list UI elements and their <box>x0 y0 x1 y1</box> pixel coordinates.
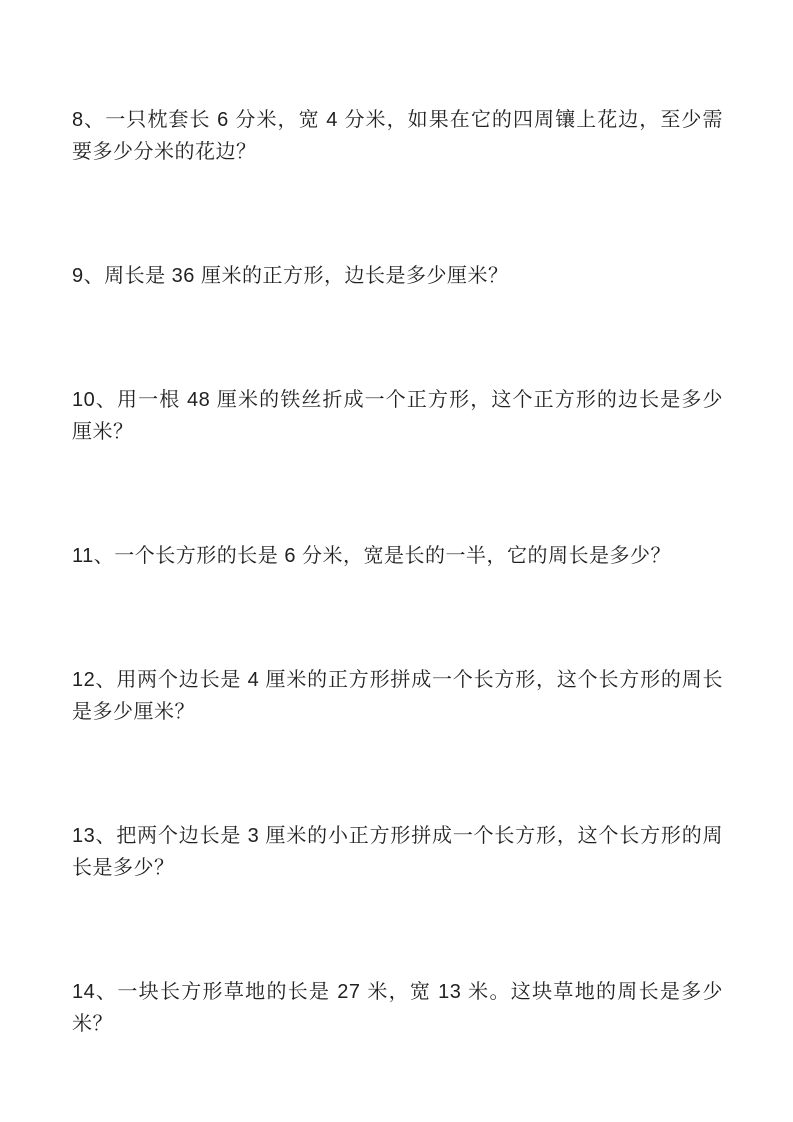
question-13: 13、把两个边长是 3 厘米的小正方形拼成一个长方形，这个长方形的周长是多少？ <box>72 825 723 879</box>
question-11: 11、一个长方形的长是 6 分米，宽是长的一半，它的周长是多少？ <box>72 545 671 567</box>
question-8: 8、一只枕套长 6 分米，宽 4 分米，如果在它的四周镶上花边，至少需要多少分米的花边？ <box>72 109 723 163</box>
question-10: 10、用一根 48 厘米的铁丝折成一个正方形，这个正方形的边长是多少厘米？ <box>72 389 723 443</box>
question-9: 9、周长是 36 厘米的正方形，边长是多少厘米？ <box>72 265 509 287</box>
question-12: 12、用两个边长是 4 厘米的正方形拼成一个长方形，这个长方形的周长是多少厘米？ <box>72 669 723 723</box>
question-list <box>72 104 723 1040</box>
question-14: 14、一块长方形草地的长是 27 米，宽 13 米。这块草地的周长是多少米？ <box>72 981 723 1035</box>
